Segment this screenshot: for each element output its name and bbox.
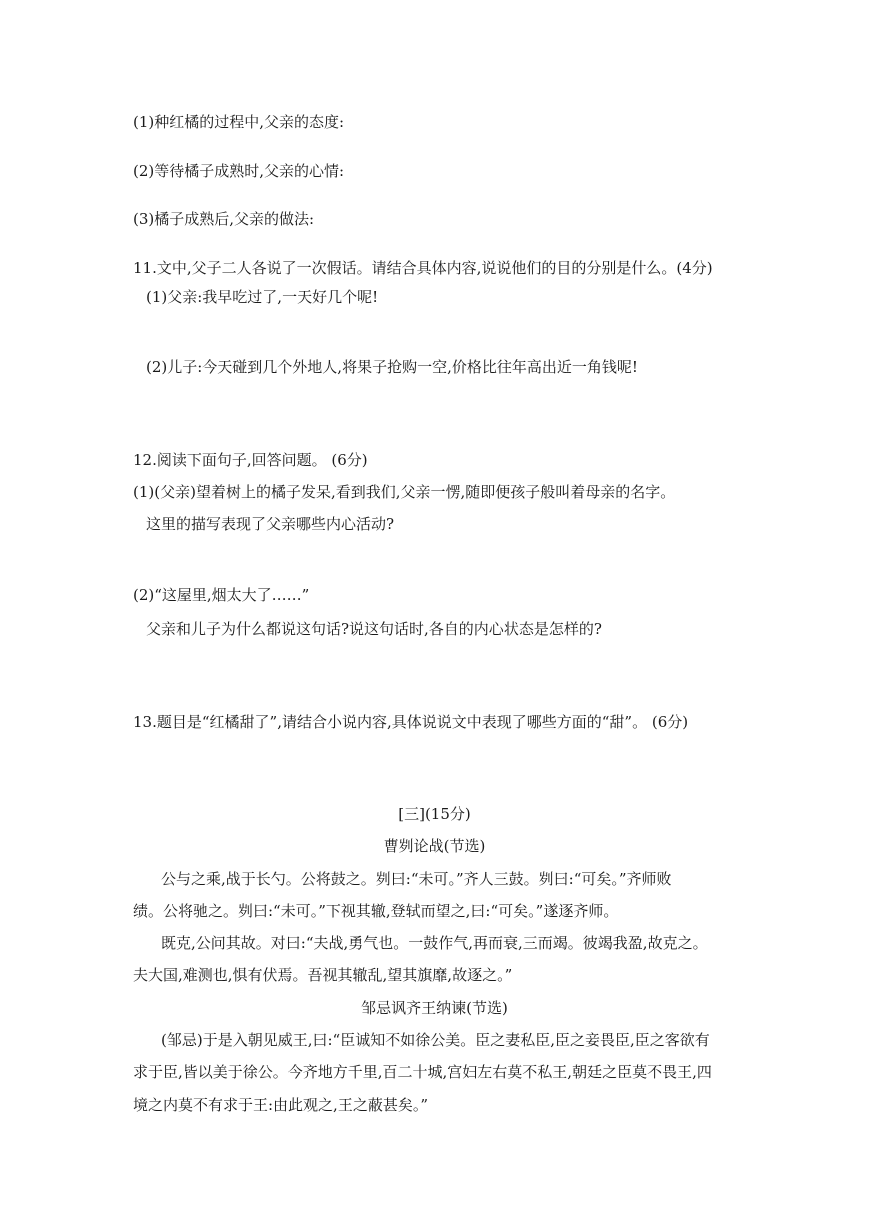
text2-line: 求于臣,皆以美于徐公。今齐地方千里,百二十城,宫妇左右莫不私王,朝廷之臣莫不畏王,四 <box>133 1063 712 1081</box>
text2-line: 境之内莫不有求于王:由此观之,王之蔽甚矣。” <box>133 1096 428 1114</box>
text1-line: 既克,公问其故。对曰:“夫战,勇气也。一鼓作气,再而衰,三而竭。彼竭我盈,故克之。 <box>161 934 708 952</box>
text1-line: 公与之乘,战于长勺。公将鼓之。刿曰:“未可。”齐人三鼓。刿曰:“可矣。”齐师败 <box>161 870 672 888</box>
text1-line: 夫大国,难测也,惧有伏焉。吾视其辙乱,望其旗靡,故逐之。” <box>133 966 513 984</box>
text2-title: 邹忌讽齐王纳谏(节选) <box>361 999 508 1017</box>
section-3-heading: [三](15分) <box>398 805 471 823</box>
q10-subquestion-3: (3)橘子成熟后,父亲的做法: <box>133 210 315 228</box>
q11-stem: 11.文中,父子二人各说了一次假话。请结合具体内容,说说他们的目的分别是什么。(4分) <box>133 259 713 277</box>
q13-stem: 13.题目是“红橘甜了”,请结合小说内容,具体说说文中表现了哪些方面的“甜”。 (6分) <box>133 713 689 731</box>
q12-stem: 12.阅读下面句子,回答问题。 (6分) <box>133 451 368 469</box>
text1-line: 绩。公将驰之。刿曰:“未可。”下视其辙,登轼而望之,曰:“可矣。”遂逐齐师。 <box>133 902 619 920</box>
q11-subquestion-2: (2)儿子:今天碰到几个外地人,将果子抢购一空,价格比往年高出近一角钱呢! <box>146 358 638 376</box>
q11-subquestion-1: (1)父亲:我早吃过了,一天好几个呢! <box>146 288 379 306</box>
text2-line: (邹忌)于是入朝见威王,曰:“臣诚知不如徐公美。臣之妻私臣,臣之妾畏臣,臣之客欲有 <box>161 1031 710 1049</box>
q12-subquestion-1-prompt: 这里的描写表现了父亲哪些内心活动? <box>146 515 395 533</box>
q12-subquestion-2: (2)“这屋里,烟太大了……” <box>133 586 310 604</box>
q10-subquestion-1: (1)种红橘的过程中,父亲的态度: <box>133 113 345 131</box>
q10-subquestion-2: (2)等待橘子成熟时,父亲的心情: <box>133 162 345 180</box>
text1-title: 曹刿论战(节选) <box>383 837 486 855</box>
q12-subquestion-2-prompt: 父亲和儿子为什么都说这句话?说这句话时,各自的内心状态是怎样的? <box>146 620 602 638</box>
q12-subquestion-1: (1)(父亲)望着树上的橘子发呆,看到我们,父亲一愣,随即便孩子般叫着母亲的名字。 <box>133 483 676 501</box>
